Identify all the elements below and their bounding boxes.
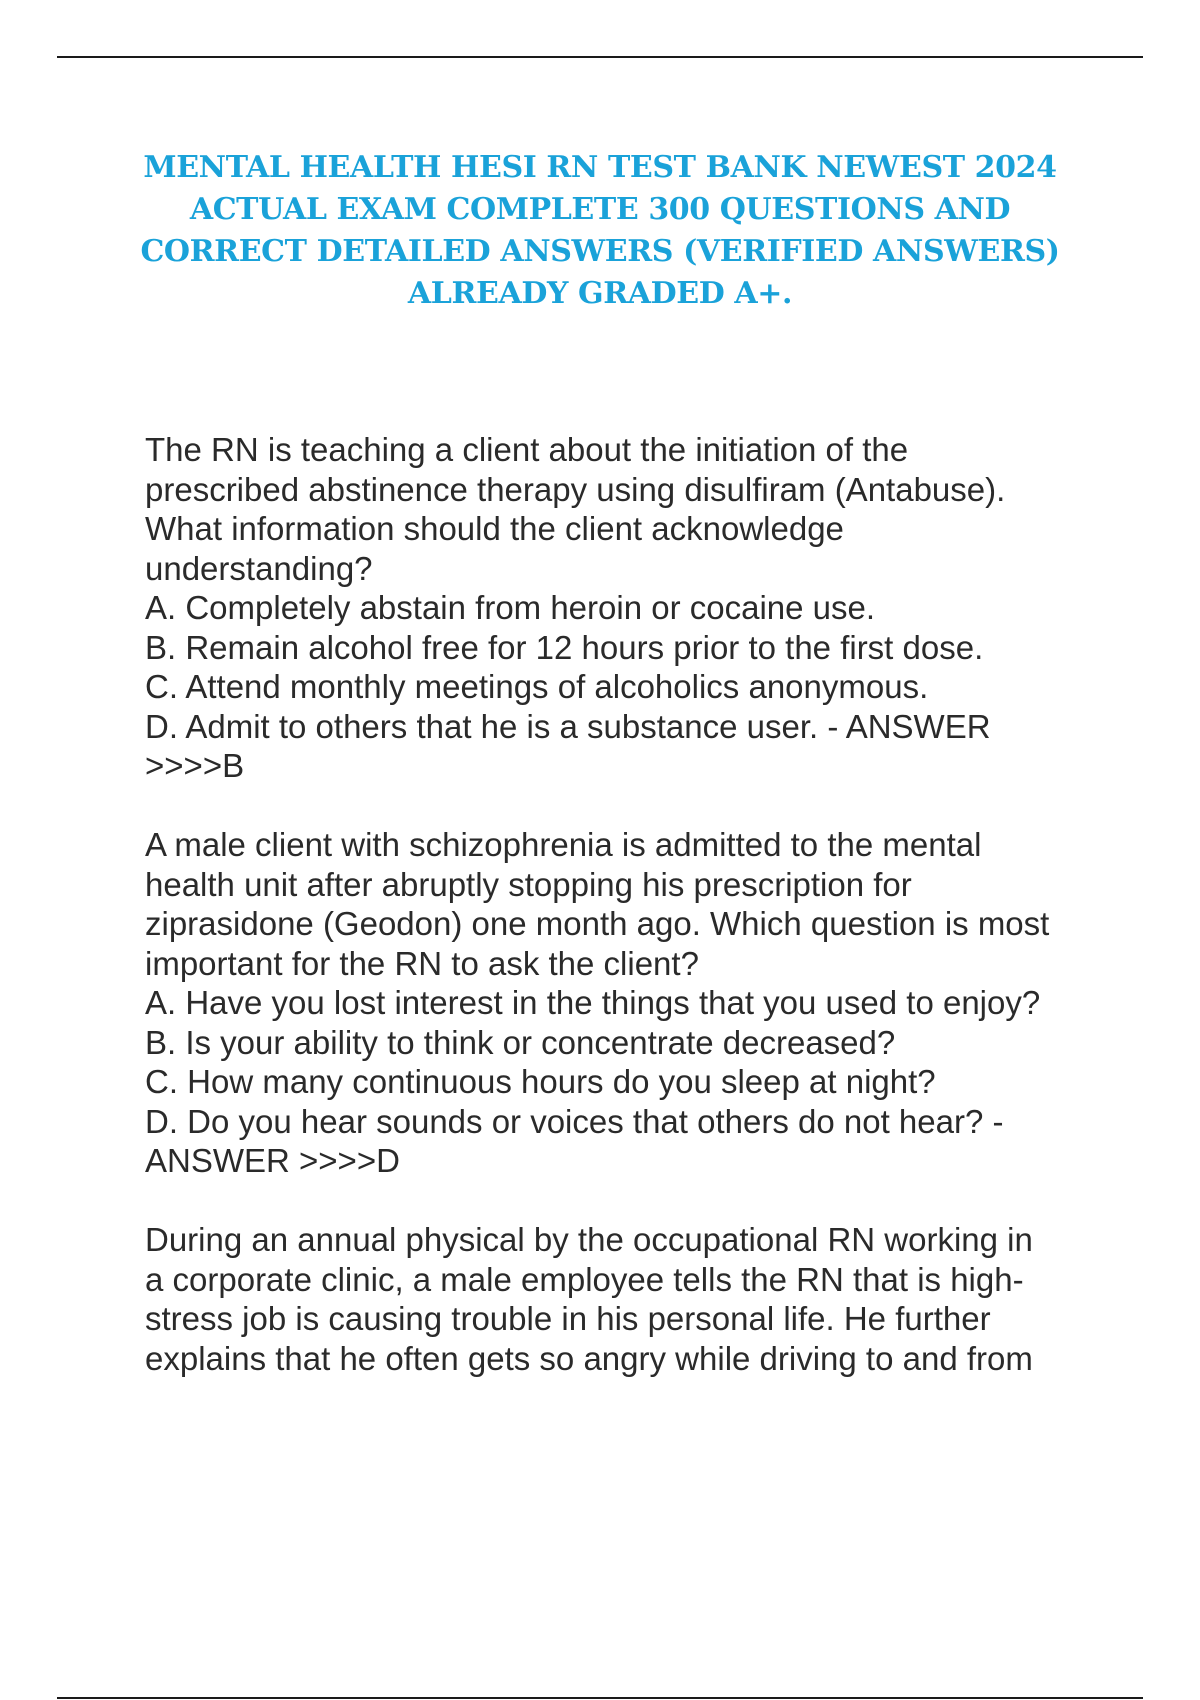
- answer-option-c: C. Attend monthly meetings of alcoholics anonymous.: [145, 668, 929, 705]
- answer-option-a: A. Completely abstain from heroin or cocaine use.: [145, 589, 876, 626]
- title-line: MENTAL HEALTH HESI RN TEST BANK NEWEST 2024: [143, 150, 1057, 185]
- answer-option-a: A. Have you lost interest in the things that you used to enjoy?: [145, 984, 1041, 1021]
- question-2: [145, 825, 1145, 1181]
- document-title: [130, 147, 1070, 315]
- answer-option-d: D. Admit to others that he is a substance user. - ANSWER: [145, 707, 991, 745]
- answer-option-b: B. Remain alcohol free for 12 hours prior to the first dose.: [145, 628, 984, 666]
- answer-option-c: C. How many continuous hours do you sleep at night?: [145, 1063, 936, 1100]
- answer-key: ANSWER >>>>D: [145, 1142, 400, 1179]
- question-text-line: important for the RN to ask the client?: [145, 944, 699, 982]
- question-text-line: The RN is teaching a client about the initiation of the: [145, 431, 909, 468]
- bottom-rule: [57, 1697, 1143, 1699]
- question-3: [145, 1220, 1145, 1378]
- question-text-line: explains that he often gets so angry while driving to and from: [145, 1339, 1033, 1377]
- question-text-line: understanding?: [145, 549, 373, 587]
- question-text-line: ziprasidone (Geodon) one month ago. Which question is most: [145, 905, 1050, 942]
- question-text-line: stress job is causing trouble in his personal life. He further: [145, 1300, 991, 1337]
- question-text-line: During an annual physical by the occupational RN working in: [145, 1221, 1033, 1258]
- question-text-line: A male client with schizophrenia is admitted to the mental: [145, 826, 982, 863]
- document-body: [145, 430, 1145, 1418]
- question-text-line: What information should the client acknowledge: [145, 510, 844, 547]
- top-rule: [57, 56, 1143, 58]
- question-text-line: a corporate clinic, a male employee tells the RN that is high-: [145, 1260, 1024, 1298]
- question-1: [145, 430, 1145, 786]
- answer-key: >>>>B: [145, 747, 245, 784]
- question-text-line: prescribed abstinence therapy using disulfiram (Antabuse).: [145, 470, 1006, 508]
- question-text-line: health unit after abruptly stopping his prescription for: [145, 865, 912, 903]
- answer-option-b: B. Is your ability to think or concentrate decreased?: [145, 1023, 896, 1061]
- title-line: ACTUAL EXAM COMPLETE 300 QUESTIONS AND: [189, 192, 1011, 227]
- answer-option-d: D. Do you hear sounds or voices that others do not hear? -: [145, 1102, 1004, 1140]
- title-line: ALREADY GRADED A+.: [407, 276, 793, 311]
- title-line: CORRECT DETAILED ANSWERS (VERIFIED ANSWERS): [140, 234, 1060, 269]
